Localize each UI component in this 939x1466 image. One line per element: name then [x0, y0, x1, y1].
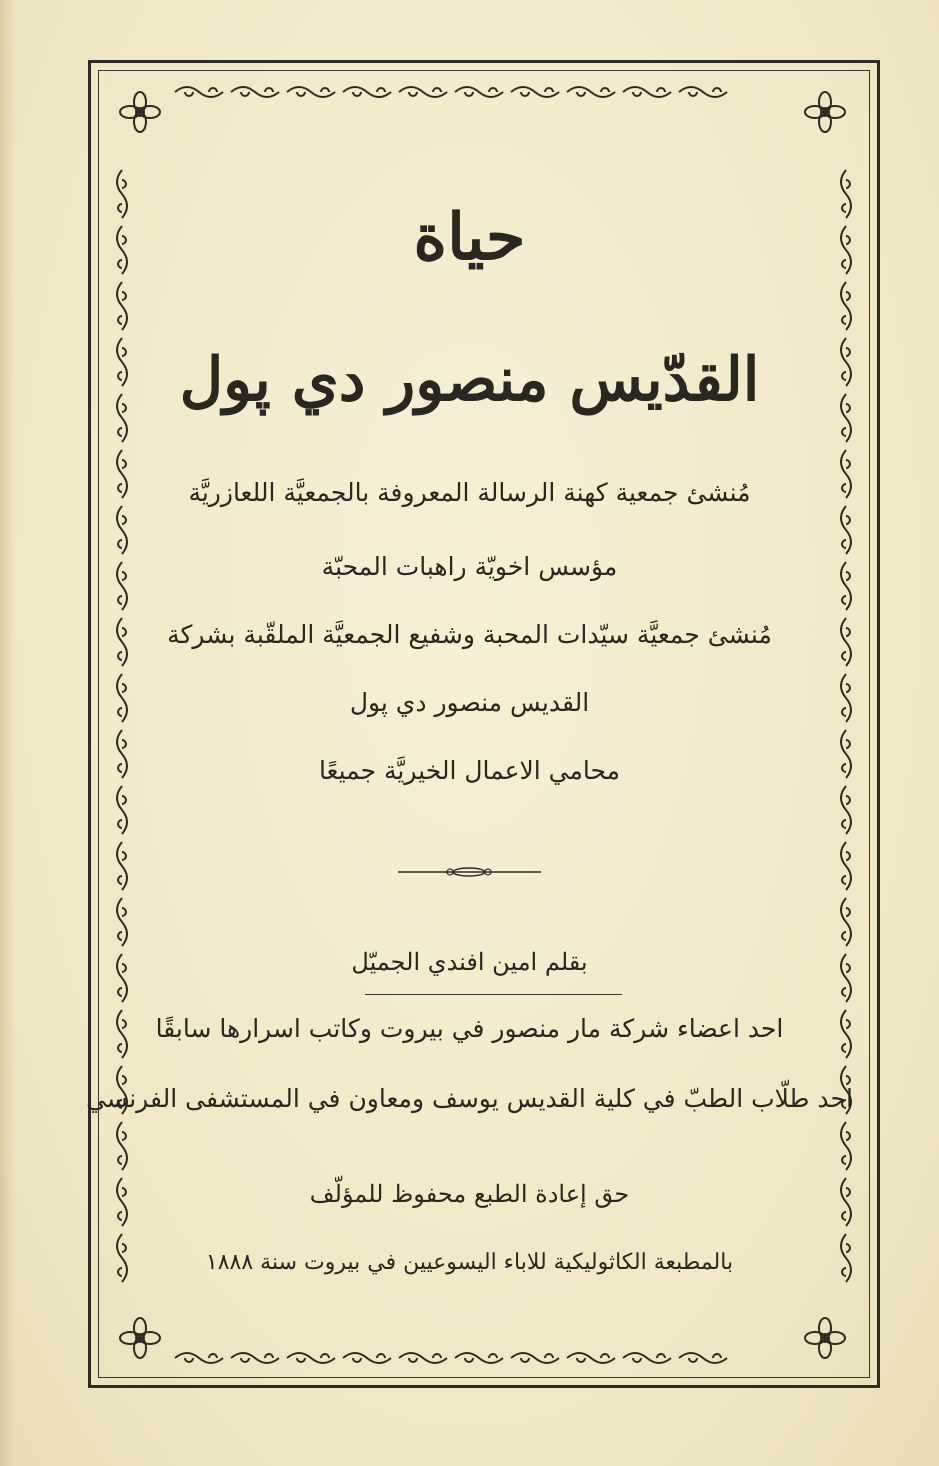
description-line-4: القديس منصور دي پول [349, 688, 590, 717]
affiliation-line-1: احد اعضاء شركة مار منصور في بيروت وكاتب اسرارها سابقًا [155, 1014, 784, 1043]
border-scroll-ornament [841, 842, 851, 890]
border-scroll-ornament [841, 506, 851, 554]
subtitle: القدّيس منصور دي پول [179, 345, 760, 415]
border-scroll-ornament [399, 1353, 447, 1363]
border-scroll-ornament [841, 282, 851, 330]
description-line-5: محامي الاعمال الخيريَّة جميعًا [318, 756, 621, 785]
border-scroll-ornament [841, 1122, 851, 1170]
fleuron-corner-icon [120, 1318, 160, 1358]
border-scroll-ornament [287, 87, 335, 97]
fleuron-corner-icon [805, 1318, 845, 1358]
border-scroll-ornament [455, 1353, 503, 1363]
border-scroll-ornament [117, 786, 127, 834]
border-scroll-ornament [287, 1353, 335, 1363]
border-scroll-ornament [455, 87, 503, 97]
border-scroll-ornament [117, 282, 127, 330]
border-scroll-ornament [117, 898, 127, 946]
affiliation-line-2: احد طلّاب الطبّ في كلية القديس يوسف ومعاون في المستشفى الفرنسي [86, 1084, 853, 1113]
border-scroll-ornament [343, 87, 391, 97]
border-scroll-ornament [511, 87, 559, 97]
border-scroll-ornament [231, 1353, 279, 1363]
fleuron-corner-icon [120, 92, 160, 132]
border-scroll-ornament [117, 842, 127, 890]
author-underline [365, 994, 622, 995]
border-scroll-ornament [567, 1353, 615, 1363]
ornamental-divider [398, 862, 541, 882]
border-scroll-ornament [117, 1122, 127, 1170]
border-scroll-ornament [841, 786, 851, 834]
border-scroll-ornament [679, 1353, 727, 1363]
border-scroll-ornament [117, 506, 127, 554]
border-scroll-ornament [231, 87, 279, 97]
border-scroll-ornament [175, 87, 223, 97]
rights-notice: حق إعادة الطبع محفوظ للمؤلّف [309, 1180, 630, 1208]
border-scroll-ornament [623, 87, 671, 97]
description-line-2: مؤسس اخويّة راهبات المحبّة [321, 552, 618, 581]
author-line: بقلم امين افندي الجميّل [351, 948, 588, 976]
border-scroll-ornament [679, 87, 727, 97]
border-scroll-ornament [567, 87, 615, 97]
fleuron-corner-icon [805, 92, 845, 132]
border-scroll-ornament [623, 1353, 671, 1363]
description-line-1: مُنشئ جمعية كهنة الرسالة المعروفة بالجمعيَّة اللعازريَّة [188, 478, 751, 507]
border-scroll-ornament [175, 1353, 223, 1363]
printer-imprint: بالمطبعة الكاثوليكية للاباء اليسوعيين في بيروت سنة ١٨٨٨ [205, 1250, 734, 1275]
title: حياة [413, 200, 526, 275]
border-scroll-ornament [511, 1353, 559, 1363]
description-line-3: مُنشئ جمعيَّة سيّدات المحبة وشفيع الجمعيَّة الملقّبة بشركة [167, 620, 772, 649]
border-scroll-ornament [343, 1353, 391, 1363]
border-scroll-ornament [399, 87, 447, 97]
border-scroll-ornament [841, 898, 851, 946]
